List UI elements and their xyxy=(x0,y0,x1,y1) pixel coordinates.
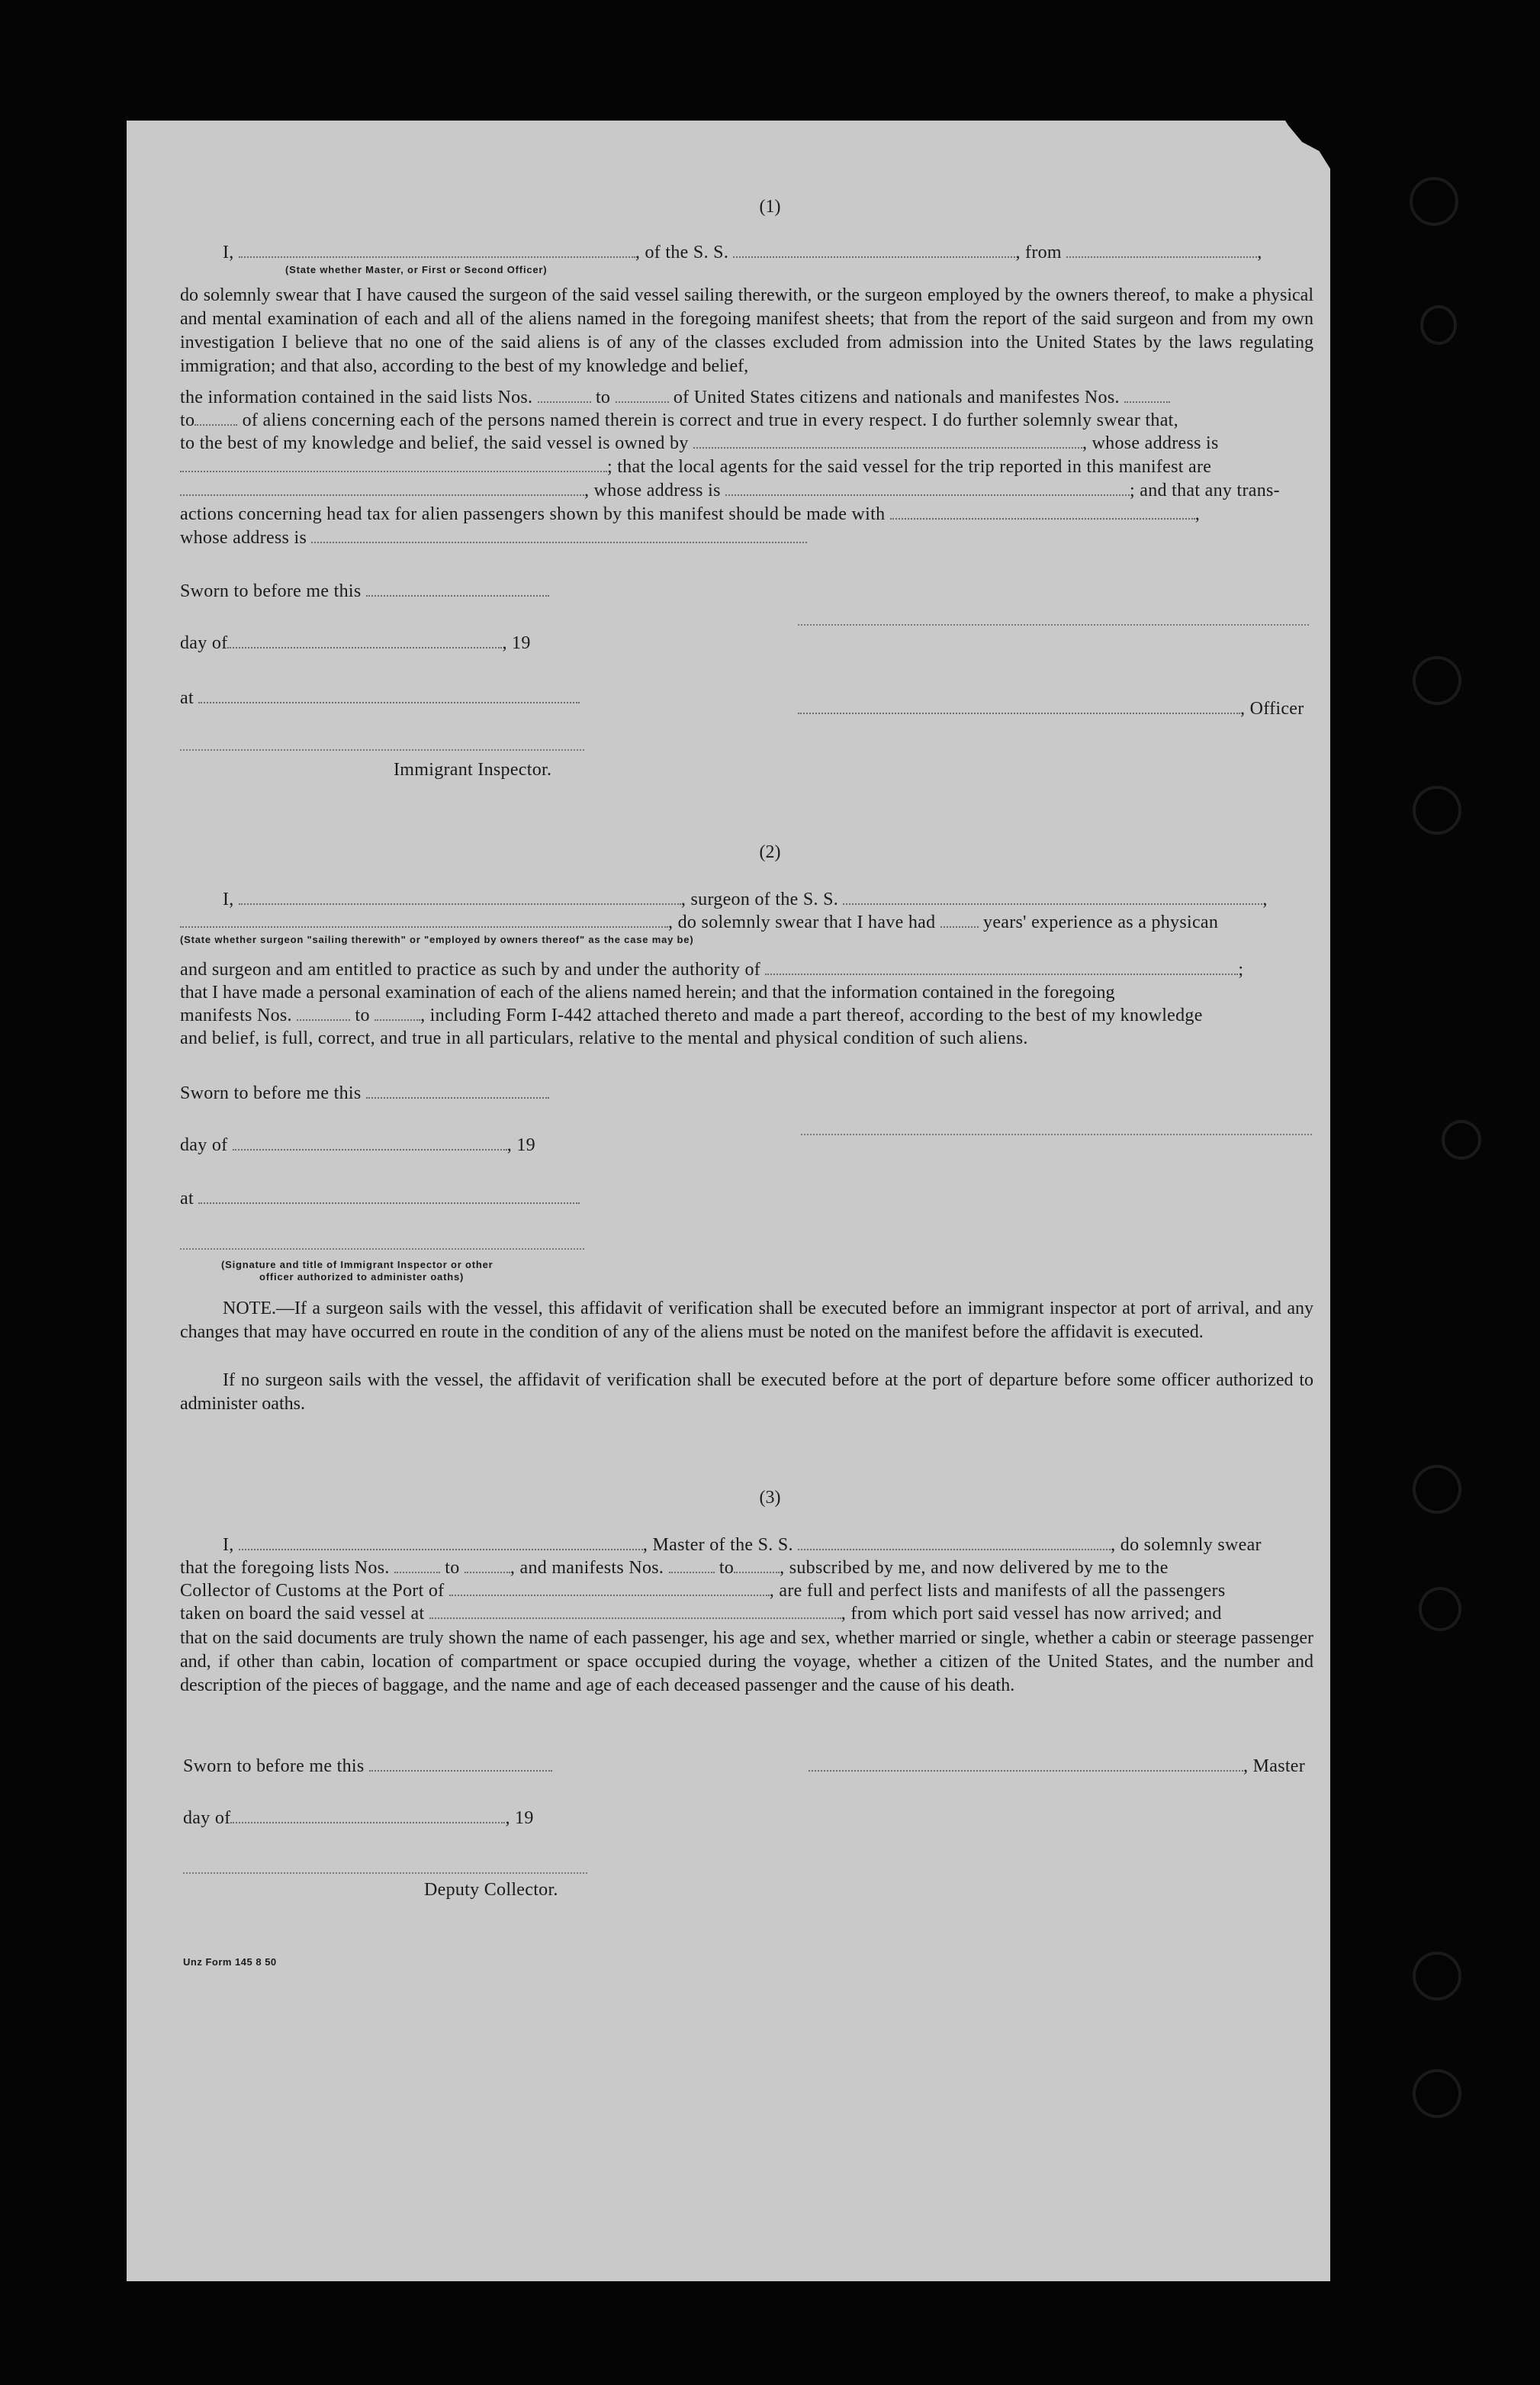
s1-place-field[interactable] xyxy=(198,691,580,703)
s2-sig-caption-2: officer authorized to administer oaths) xyxy=(259,1271,465,1283)
agents-field[interactable] xyxy=(180,484,584,496)
s1-officer-label: , Officer xyxy=(1240,699,1304,719)
surgeon-type-field[interactable] xyxy=(180,916,668,928)
manifests-from-field[interactable] xyxy=(1124,391,1170,403)
s3-deputy-line[interactable] xyxy=(183,1872,587,1874)
s2-day-line xyxy=(180,1134,535,1157)
s3-taken-text: taken on board the said vessel at xyxy=(180,1604,425,1624)
s2-note-2: If no surgeon sails with the vessel, the affidavit of verification shall be executed before at the port of departure before some officer authorized to administer oaths. xyxy=(180,1370,1313,1414)
s1-owner-line xyxy=(180,432,1219,455)
s1-from: , from xyxy=(1015,243,1062,262)
s3-dayof: day of xyxy=(183,1808,231,1828)
s3-sworn-line xyxy=(183,1755,552,1778)
s3-line1 xyxy=(223,1534,1262,1556)
s2-inspector-line[interactable] xyxy=(180,1248,584,1250)
s3-swear-text: , do solemnly swear xyxy=(1111,1535,1262,1555)
s1-headtax-text: actions concerning head tax for alien passengers shown by this manifest should be made with xyxy=(180,504,886,524)
s2-years-text: years' experience as a physican xyxy=(983,912,1219,932)
departure-port-field[interactable] xyxy=(429,1607,841,1619)
s2-vessel-field[interactable] xyxy=(843,893,1262,905)
s1-aliens-text: of aliens concerning each of the persons named therein is correct and true in every respect. I do further solemnly swear that, xyxy=(242,410,1178,430)
binder-hole xyxy=(1419,1587,1461,1631)
section-1-number: (1) xyxy=(759,197,781,217)
s2-to: to xyxy=(355,1006,370,1025)
s3-sworn-text: Sworn to before me this xyxy=(183,1756,365,1776)
s3-lists-from-field[interactable] xyxy=(394,1561,440,1573)
s3-collector-text: Collector of Customs at the Port of xyxy=(180,1581,445,1601)
s2-authority-text: and surgeon and am entitled to practice as such by and under the authority of xyxy=(180,960,761,980)
s2-line4: that I have made a personal examination of each of the aliens named herein; and that the information contained in the foregoing xyxy=(180,983,1115,1003)
s1-lists-line xyxy=(180,386,1170,409)
officer-title-field[interactable] xyxy=(239,246,635,258)
surgeon-name-field[interactable] xyxy=(239,893,681,905)
s2-manifests-from-field[interactable] xyxy=(297,1009,350,1021)
s1-comma: , xyxy=(1257,243,1262,262)
s3-i: I, xyxy=(223,1535,234,1555)
s2-month-field[interactable] xyxy=(233,1138,507,1151)
agents-address-field[interactable] xyxy=(725,484,1130,496)
s2-sworn-text: Sworn to before me this xyxy=(180,1083,362,1103)
owner-address-field[interactable] xyxy=(180,460,607,472)
s3-deputy-label: Deputy Collector. xyxy=(424,1880,558,1900)
binder-hole xyxy=(1413,656,1461,705)
s3-master-line xyxy=(809,1755,1305,1778)
s2-form-text: , including Form I-442 attached thereto and made a part thereof, according to the best of my knowledge xyxy=(420,1006,1203,1025)
s3-manifests-from-field[interactable] xyxy=(669,1561,715,1573)
section-3-number: (3) xyxy=(759,1488,781,1508)
s1-lists-text: the information contained in the said lists Nos. xyxy=(180,388,533,407)
s3-subscribed-text: , subscribed by me, and now delivered by me to the xyxy=(780,1558,1169,1578)
s2-year-prefix: , 19 xyxy=(506,1135,535,1155)
lists-to-field[interactable] xyxy=(616,391,669,403)
binder-hole xyxy=(1442,1120,1481,1160)
s1-trans-text: ; and that any trans- xyxy=(1130,481,1280,500)
s2-at-line xyxy=(180,1187,580,1210)
s1-agents-line xyxy=(180,455,1211,478)
s1-inspector-line[interactable] xyxy=(180,749,584,751)
s3-year-prefix: , 19 xyxy=(505,1808,534,1828)
s3-master-label: , Master xyxy=(1243,1756,1306,1776)
authority-field[interactable] xyxy=(765,963,1238,975)
s3-line2 xyxy=(180,1556,1169,1579)
headtax-address-field[interactable] xyxy=(311,531,807,543)
s1-officer-line xyxy=(798,697,1304,720)
s2-line1 xyxy=(223,888,1268,911)
vessel-name-field[interactable] xyxy=(733,246,1015,258)
section-2-number: (2) xyxy=(759,842,781,862)
s2-place-field[interactable] xyxy=(198,1192,580,1204)
s2-sworn-line xyxy=(180,1082,549,1105)
s3-paragraph: that on the said documents are truly shown the name of each passenger, his age and sex, whether married or single, whether a cabin or steerage passenger and, if other than cabin, location of compartment or space occupied during the voyage, whether a citizen of the United States, and the number and description of the pieces of baggage, and the name and age of each deceased passenger and the cause of his death. xyxy=(180,1628,1313,1695)
s1-sworn-day-field[interactable] xyxy=(366,584,549,597)
s2-semicolon: ; xyxy=(1238,960,1244,980)
s1-paragraph: do solemnly swear that I have caused the surgeon of the said vessel sailing therewith, or the surgeon employed by the owners thereof, to make a physical and mental examination of each and all of the aliens named in the foregoing manifest sheets; that from the report of the said surgeon and from my own investigation I believe that no one of the said aliens is of any of the classes excluded from admission into the United States by the laws regulating immigration; and that also, according to the best of my knowledge and belief, xyxy=(180,285,1313,376)
s2-line6: and belief, is full, correct, and true in all particulars, relative to the mental and physical condition of such aliens. xyxy=(180,1028,1028,1048)
s1-aliens-line xyxy=(180,409,1178,432)
years-experience-field[interactable] xyxy=(940,916,979,928)
s1-agents-text: ; that the local agents for the said vessel for the trip reported in this manifest are xyxy=(607,457,1212,477)
owner-field[interactable] xyxy=(693,436,1082,449)
s1-headtax-line xyxy=(180,503,1200,526)
s1-day-line xyxy=(180,632,531,655)
s3-manifests-text: , and manifests Nos. xyxy=(510,1558,664,1578)
s1-to-2: to xyxy=(180,410,195,430)
s3-line3 xyxy=(180,1579,1225,1602)
s1-address-text-2: , whose address is xyxy=(584,481,721,500)
s1-headtax-address-line xyxy=(180,526,807,549)
s2-comma: , xyxy=(1262,890,1268,909)
s3-to: to xyxy=(445,1558,460,1578)
s1-month-field[interactable] xyxy=(227,636,502,649)
s3-day-line xyxy=(183,1807,534,1830)
s1-year-prefix: , 19 xyxy=(502,633,531,653)
binder-hole xyxy=(1413,1952,1461,2000)
s3-master-signature-field[interactable] xyxy=(809,1759,1243,1772)
s1-at-line xyxy=(180,687,580,710)
manifests-to-field[interactable] xyxy=(195,414,237,426)
s1-i: I, xyxy=(223,243,234,262)
s2-note-1: NOTE.—If a surgeon sails with the vessel, this affidavit of verification shall be executed before an immigrant inspector at port of arrival, and any changes that may have occurred en route in the condition of any of the aliens must be noted on the manifest before the affidavit is executed. xyxy=(180,1299,1313,1342)
s2-sig-caption-1: (Signature and title of Immigrant Inspector or other xyxy=(221,1259,494,1270)
s2-line3 xyxy=(180,958,1243,981)
s1-citizens-text: of United States citizens and nationals and manifestes Nos. xyxy=(673,388,1120,407)
s1-dayof: day of xyxy=(180,633,228,653)
lists-from-field[interactable] xyxy=(538,391,591,403)
s1-of-ss: , of the S. S. xyxy=(635,243,729,262)
s2-line2 xyxy=(180,911,1218,934)
s3-to-2: to xyxy=(719,1558,735,1578)
s2-i: I, xyxy=(223,890,234,909)
binder-hole xyxy=(1420,305,1457,345)
s3-lists-text: that the foregoing lists Nos. xyxy=(180,1558,390,1578)
s3-sworn-day-field[interactable] xyxy=(369,1759,552,1772)
s3-arrived-text: , from which port said vessel has now arrived; and xyxy=(841,1604,1222,1624)
s1-inspector-label: Immigrant Inspector. xyxy=(394,760,552,780)
s2-signature-line[interactable] xyxy=(801,1134,1312,1135)
s3-lists-to-field[interactable] xyxy=(465,1561,510,1573)
s1-subcaption: (State whether Master, or First or Second Officer) xyxy=(285,264,548,275)
s3-line4 xyxy=(180,1602,1222,1625)
origin-field[interactable] xyxy=(1066,246,1257,258)
s1-at: at xyxy=(180,688,194,708)
headtax-agent-field[interactable] xyxy=(890,507,1195,520)
s2-surgeon-of: , surgeon of the S. S. xyxy=(680,890,839,909)
binder-hole xyxy=(1413,786,1461,835)
s3-manifests-to-field[interactable] xyxy=(734,1561,780,1573)
s1-line1 xyxy=(223,241,1262,264)
s1-sworn-line xyxy=(180,580,549,603)
s1-to: to xyxy=(595,388,611,407)
s3-lists-full-text: , are full and perfect lists and manifests of all the passengers xyxy=(769,1581,1226,1601)
master-name-field[interactable] xyxy=(239,1538,643,1550)
s1-address-text: , whose address is xyxy=(1082,433,1219,453)
s1-signature-line[interactable] xyxy=(798,624,1309,626)
s2-swear-text: , do solemnly swear that I have had xyxy=(668,912,936,932)
port-field[interactable] xyxy=(449,1584,770,1596)
s1-comma-2: , xyxy=(1194,504,1201,524)
s2-at: at xyxy=(180,1189,194,1209)
s2-dayof: day of xyxy=(180,1135,228,1155)
s1-officer-signature-field[interactable] xyxy=(798,702,1240,714)
s1-owned-text: to the best of my knowledge and belief, the said vessel is owned by xyxy=(180,433,689,453)
s3-vessel-field[interactable] xyxy=(798,1538,1111,1550)
form-number: Unz Form 145 8 50 xyxy=(183,1956,277,1968)
s3-master-of: , Master of the S. S. xyxy=(642,1535,793,1555)
s1-sworn-text: Sworn to before me this xyxy=(180,581,362,601)
s3-month-field[interactable] xyxy=(230,1811,505,1823)
binder-hole xyxy=(1413,2069,1461,2118)
s1-whose-address: whose address is xyxy=(180,528,307,548)
s2-line5 xyxy=(180,1004,1203,1027)
s2-sworn-day-field[interactable] xyxy=(366,1086,549,1099)
s1-agent-address-line xyxy=(180,479,1280,502)
s2-subcaption: (State whether surgeon "sailing therewith" or "employed by owners thereof" as the case may be) xyxy=(180,934,694,945)
s2-manifests-text: manifests Nos. xyxy=(180,1006,292,1025)
s2-manifests-to-field[interactable] xyxy=(375,1009,420,1021)
